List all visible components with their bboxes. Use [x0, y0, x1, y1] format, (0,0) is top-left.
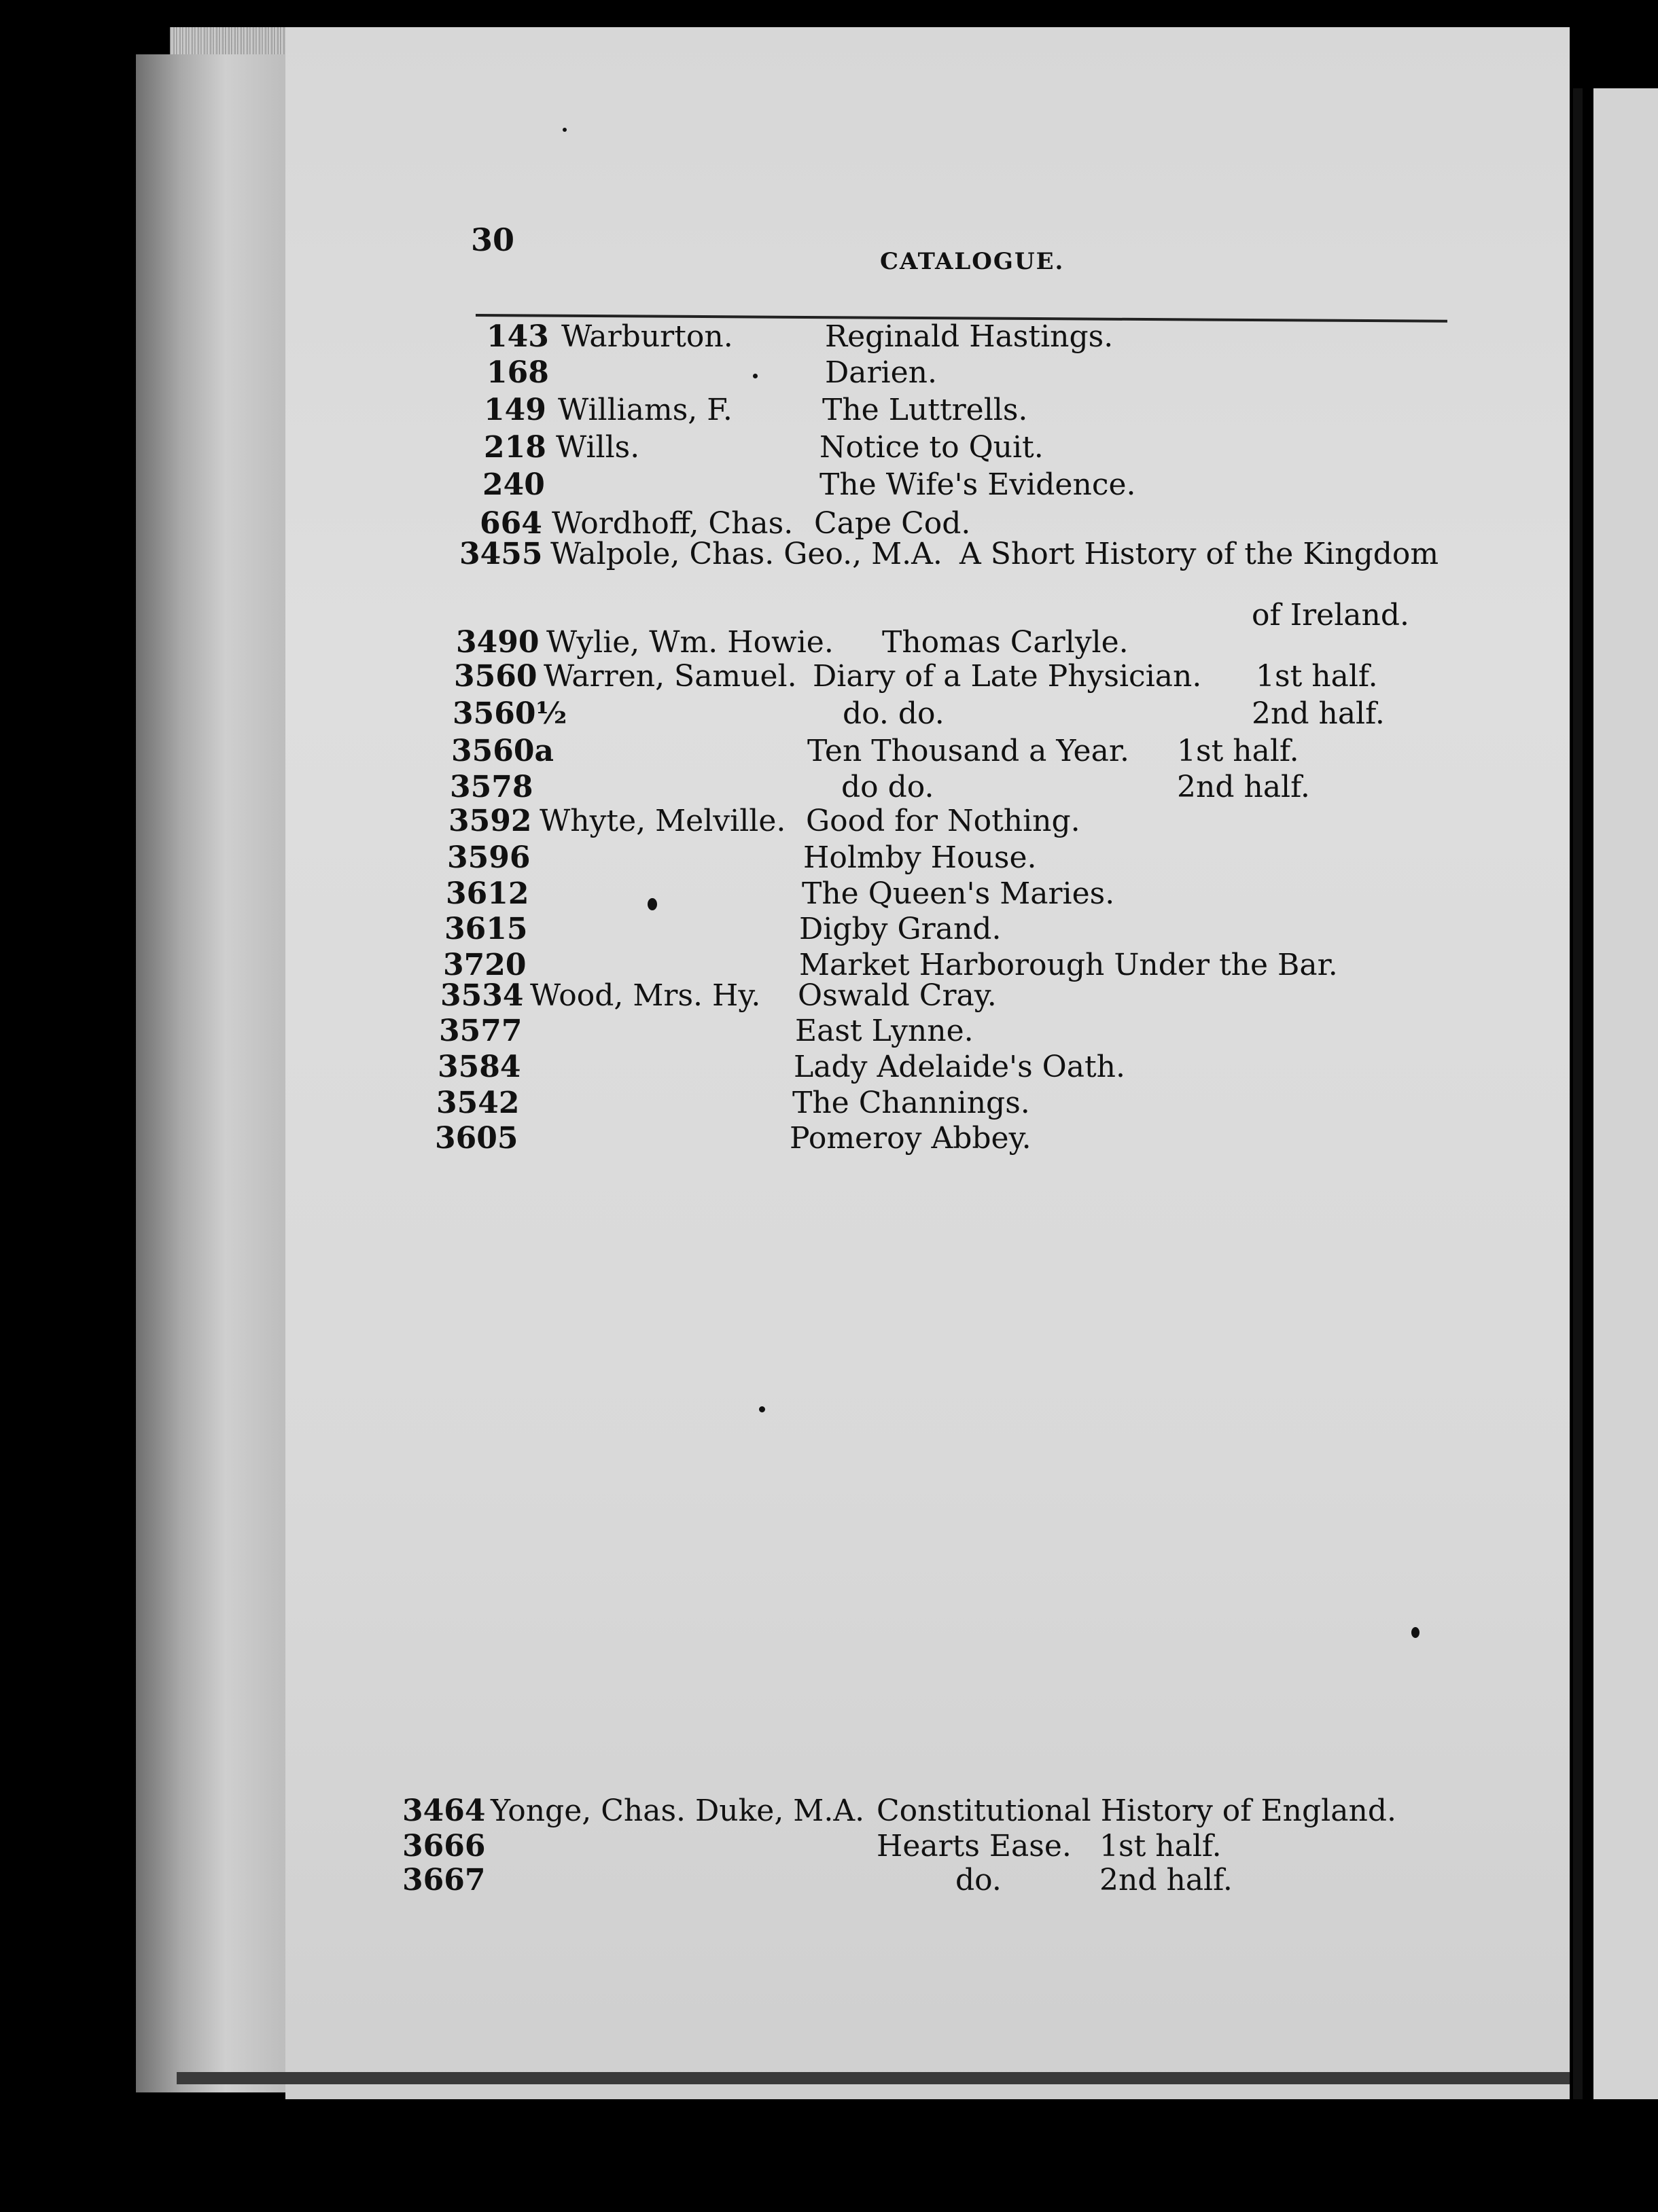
- entry-number: 3560a: [451, 734, 554, 768]
- entry-number: 3612: [446, 876, 529, 911]
- entry-number: 143: [487, 319, 549, 354]
- entry-title: Constitutional History of England.: [877, 1794, 1396, 1828]
- entry-number: 664: [480, 506, 542, 541]
- ink-speck: [759, 1406, 765, 1412]
- entry-number: 3464: [402, 1794, 486, 1828]
- catalogue-entry: [0, 876, 1658, 913]
- entry-author: Wordhoff, Chas.: [552, 506, 794, 541]
- entry-title: A Short History of the Kingdom: [959, 537, 1439, 571]
- entry-title: Oswald Cray.: [798, 978, 997, 1013]
- catalogue-entry: [0, 978, 1658, 1015]
- entry-number: 240: [482, 467, 545, 502]
- entry-title: Good for Nothing.: [806, 804, 1080, 838]
- entry-title: Reginald Hastings.: [825, 319, 1114, 354]
- entry-author: Wylie, Wm. Howie.: [546, 625, 834, 660]
- ink-speck: [753, 374, 758, 378]
- catalogue-entry: [0, 1863, 1658, 1899]
- catalogue-entry: [0, 319, 1658, 356]
- entry-author: Warren, Samuel.: [544, 659, 797, 694]
- entry-title: do.: [955, 1863, 1002, 1897]
- entry-part: 2nd half.: [1177, 770, 1310, 804]
- entry-number: 3578: [450, 770, 533, 804]
- page-title: CATALOGUE.: [880, 248, 1065, 275]
- entry-part: 1st half.: [1177, 734, 1299, 768]
- entry-number: 3490: [456, 625, 540, 660]
- entry-number: 3596: [447, 840, 531, 875]
- entry-title: Diary of a Late Physician.: [813, 659, 1202, 694]
- entry-part: 2nd half.: [1099, 1863, 1233, 1897]
- entry-title: of Ireland.: [1252, 598, 1410, 632]
- entry-title: do. do.: [843, 696, 945, 731]
- entry-number: 3592: [448, 804, 532, 838]
- entry-number: 3615: [444, 912, 528, 946]
- page-bottom-border: [177, 2072, 1570, 2084]
- entry-title: The Queen's Maries.: [802, 876, 1115, 911]
- entry-number: 3455: [459, 537, 543, 571]
- entry-title: Cape Cod.: [814, 506, 971, 541]
- entry-title: Digby Grand.: [799, 912, 1002, 946]
- page-number: 30: [471, 221, 515, 258]
- catalogue-entry: [0, 537, 1658, 573]
- entry-title: East Lynne.: [795, 1014, 974, 1048]
- entry-number: 3720: [443, 948, 527, 982]
- entry-title: Darien.: [825, 355, 937, 390]
- catalogue-entry: [0, 770, 1658, 806]
- entry-author: Warburton.: [561, 319, 733, 354]
- entry-number: 3666: [402, 1829, 486, 1863]
- entry-author: Wills.: [556, 430, 640, 465]
- entry-title: Lady Adelaide's Oath.: [794, 1050, 1125, 1084]
- entry-author: Yonge, Chas. Duke, M.A.: [491, 1794, 865, 1828]
- entry-title: Market Harborough Under the Bar.: [799, 948, 1338, 982]
- entry-number: 3584: [438, 1050, 521, 1084]
- entry-title: Hearts Ease.: [877, 1829, 1072, 1863]
- entry-title: Ten Thousand a Year.: [807, 734, 1130, 768]
- entry-number: 3560: [454, 659, 537, 694]
- entry-number: 149: [484, 393, 546, 427]
- entry-title: Holmby House.: [803, 840, 1037, 875]
- entry-title: The Luttrells.: [822, 393, 1028, 427]
- ink-speck: [1411, 1627, 1419, 1638]
- entry-number: 3577: [439, 1014, 523, 1048]
- ink-speck: [563, 128, 567, 132]
- entry-number: 218: [484, 430, 546, 465]
- entry-title: Notice to Quit.: [819, 430, 1044, 465]
- entry-title: The Channings.: [792, 1086, 1030, 1120]
- entry-title: The Wife's Evidence.: [819, 467, 1136, 502]
- entry-title: Thomas Carlyle.: [882, 625, 1129, 660]
- catalogue-entry: [0, 467, 1658, 504]
- catalogue-entry: [0, 430, 1658, 467]
- entry-number: 3534: [440, 978, 524, 1013]
- entry-author: Wood, Mrs. Hy.: [530, 978, 761, 1013]
- entry-number: 168: [487, 355, 549, 390]
- catalogue-entry: [0, 734, 1658, 770]
- catalogue-entry: [0, 1050, 1658, 1086]
- catalogue-entry: [0, 659, 1658, 696]
- entry-title: Pomeroy Abbey.: [790, 1121, 1031, 1156]
- entry-part: 2nd half.: [1252, 696, 1385, 731]
- ink-speck: [648, 898, 657, 910]
- catalogue-entry: [0, 696, 1658, 733]
- catalogue-entry: [0, 355, 1658, 392]
- entry-number: 3605: [435, 1121, 518, 1156]
- catalogue-entry: [0, 912, 1658, 948]
- catalogue-entry: [0, 1014, 1658, 1050]
- catalogue-entry: [0, 804, 1658, 840]
- catalogue-entry: [0, 393, 1658, 429]
- catalogue-entry: [0, 1829, 1658, 1866]
- entry-number: 3667: [402, 1863, 486, 1897]
- catalogue-entry: [0, 1121, 1658, 1158]
- catalogue-entry: [0, 1086, 1658, 1122]
- catalogue-entry: [0, 625, 1658, 662]
- entry-number: 3542: [436, 1086, 520, 1120]
- entry-part: 1st half.: [1099, 1829, 1222, 1863]
- entry-author: Whyte, Melville.: [540, 804, 786, 838]
- catalogue-entry: [0, 1794, 1658, 1830]
- entry-author: Williams, F.: [558, 393, 733, 427]
- entry-number: 3560½: [453, 696, 567, 731]
- entry-part: 1st half.: [1256, 659, 1378, 694]
- entry-author: Walpole, Chas. Geo., M.A.: [550, 537, 942, 571]
- catalogue-entry: [0, 840, 1658, 877]
- entry-title: do do.: [841, 770, 934, 804]
